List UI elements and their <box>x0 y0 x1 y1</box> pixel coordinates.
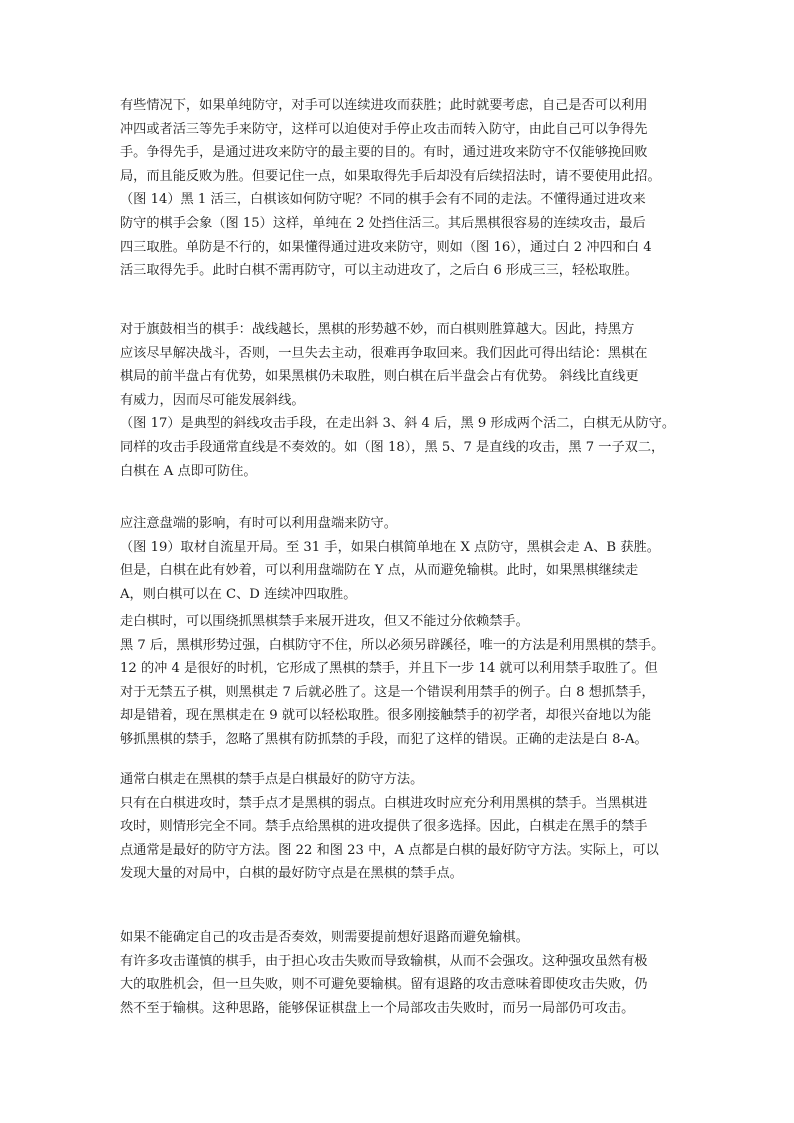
text-line: 但是，白棋在此有妙着，可以利用盘端防在 Y 点，从而避免输棋。此时，如果黑棋继续走 <box>120 563 639 579</box>
text-line: 有威力，因而尽可能发展斜线。 <box>120 392 305 408</box>
paragraph-forbidden-move-attack <box>120 610 680 752</box>
text-line: 应该尽早解决战斗，否则，一旦失去主动，很难再争取回来。我们因此可得出结论：黑棋在 <box>120 345 648 361</box>
text-line: 冲四或者活三等先手来防守，这样可以迫使对手停止攻击而转入防守，由此自己可以争得先 <box>120 121 648 137</box>
text-line: 对于旗鼓相当的棋手：战线越长，黑棋的形势越不妙，而白棋则胜算越大。因此，持黑方 <box>120 322 635 337</box>
text-line: 走白棋时，可以围绕抓黑棋禁手来展开进攻，但又不能过分依赖禁手。 <box>120 614 529 629</box>
text-line: 有些情况下，如果单纯防守，对手可以连续进攻而获胜；此时就要考虑，自己是否可以利用 <box>120 98 648 113</box>
text-line: 通常白棋走在黑棋的禁手点是白棋最好的防守方法。 <box>120 772 424 787</box>
text-line: 只有在白棋进攻时，禁手点才是黑棋的弱点。白棋进攻时应充分利用黑棋的禁手。当黑棋进 <box>120 795 648 811</box>
text-line: 点通常是最好的防守方法。图 22 和图 23 中，A 点都是白棋的最好防守方法。实际上，可以 <box>120 842 659 858</box>
text-line: 12 的冲 4 是很好的时机，它形成了黑棋的禁手，并且下一步 14 就可以利用禁手取胜了。但 <box>120 661 658 677</box>
text-line: （图 17）是典型的斜线攻击手段，在走出斜 3、斜 4 后，黑 9 形成两个活二，白棋无从防守。 <box>120 416 676 432</box>
text-line: 活三取得先手。此时白棋不需再防守，可以主动进攻了，之后白 6 形成三三，轻松取胜。 <box>120 263 638 279</box>
paragraph-diagonal-attack <box>120 318 680 483</box>
text-line: 却是错着，现在黑棋走在 9 就可以轻松取胜。很多刚接触禁手的初学者，却很兴奋地以为能 <box>120 708 652 724</box>
text-line: 四三取胜。单防是不行的，如果懂得通过进攻来防守，则如（图 16），通过白 2 冲四和白 4 <box>120 239 652 255</box>
text-line: （图 19）取材自流星开局。至 31 手，如果白棋简单地在 X 点防守，黑棋会走 A、B 获胜。 <box>120 539 660 555</box>
text-line: 同样的攻击手段通常直线是不奏效的。如（图 18），黑 5、7 是直线的攻击，黑 7 一子双二， <box>120 439 665 455</box>
paragraph-retreat-plan <box>120 926 680 1020</box>
text-line: 应注意盘端的影响，有时可以利用盘端来防守。 <box>120 516 397 531</box>
paragraph-board-edge <box>120 512 680 606</box>
text-line: 局，而且能反败为胜。但要记住一点，如果取得先手后却没有后续招法时，请不要使用此招。 <box>120 168 661 184</box>
text-line: A，则白棋可以在 C、D 连续冲四取胜。 <box>120 586 357 602</box>
paragraph-counterattack-defense <box>120 94 680 283</box>
text-line: 对于无禁五子棋，则黑棋走 7 后就必胜了。这是一个错误利用禁手的例子。白 8 想抓禁手， <box>120 684 655 700</box>
text-line: 如果不能确定自己的攻击是否奏效，则需要提前想好退路而避免输棋。 <box>120 930 529 945</box>
text-line: 然不至于输棋。这种思路，能够保证棋盘上一个局部攻击失败时，而另一局部仍可攻击。 <box>120 1000 635 1016</box>
text-line: 白棋在 A 点即可防住。 <box>120 463 257 479</box>
text-line: 棋局的前半盘占有优势，如果黑棋仍未取胜，则白棋在后半盘会占有优势。 斜线比直线更 <box>120 369 639 385</box>
text-line: 有许多攻击谨慎的棋手，由于担心攻击失败而导致输棋，从而不会强攻。这种强攻虽然有极 <box>120 953 648 969</box>
paragraph-forbidden-point-defense <box>120 768 680 886</box>
text-line: 够抓黑棋的禁手，忽略了黑棋有防抓禁的手段，而犯了这样的错误。正确的走法是白 8-A。 <box>120 731 648 747</box>
text-line: 手。争得先手，是通过进攻来防守的最主要的目的。有时，通过进攻来防守不仅能够挽回败 <box>120 145 648 161</box>
text-line: 攻时，则情形完全不同。禁手点给黑棋的进攻提供了很多选择。因此，白棋走在黑手的禁手 <box>120 819 648 835</box>
text-line: 黑 7 后，黑棋形势过强，白棋防守不住，所以必须另辟蹊径，唯一的方法是利用黑棋的禁手。 <box>120 637 665 653</box>
text-line: 防守的棋手会象（图 15）这样，单纯在 2 处挡住活三。其后黑棋很容易的连续攻击，最后 <box>120 215 646 231</box>
text-line: 发现大量的对局中，白棋的最好防守点是在黑棋的禁手点。 <box>120 866 463 882</box>
text-line: 大的取胜机会，但一旦失败，则不可避免要输棋。留有退路的攻击意味着即使攻击失败，仍 <box>120 977 648 993</box>
text-line: （图 14）黑 1 活三，白棋该如何防守呢？不同的棋手会有不同的走法。不懂得通过进攻来 <box>120 192 646 208</box>
